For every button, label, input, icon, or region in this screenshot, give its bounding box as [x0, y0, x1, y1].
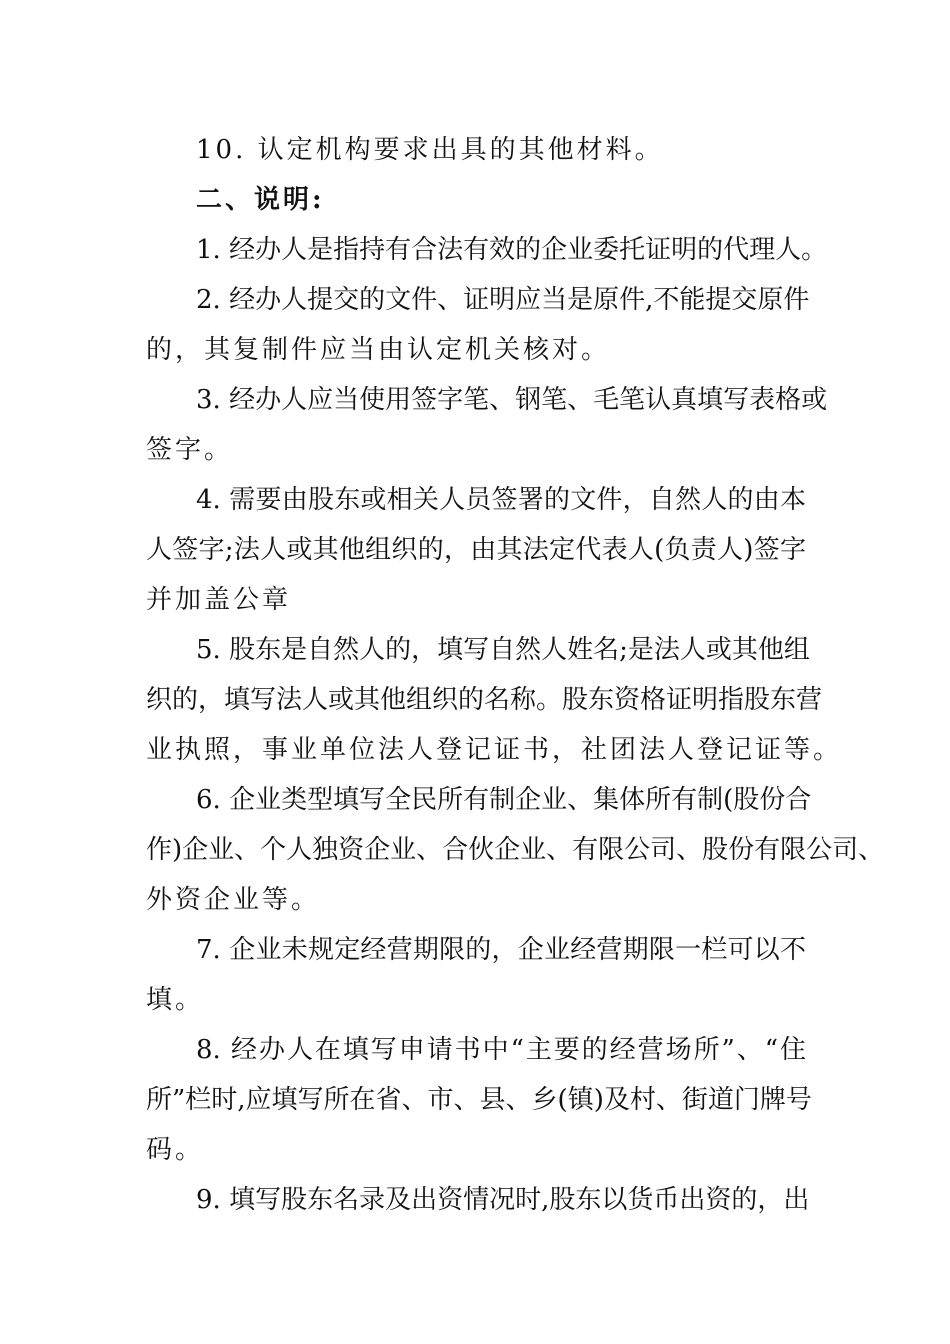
- note-6-line-1: 6. 企业类型填写全民所有制企业、集体所有制(股份合: [196, 785, 812, 815]
- note-9-line-1: 9. 填写股东名录及出资情况时,股东以货币出资的，出: [196, 1185, 810, 1215]
- item-10: 10. 认定机构要求出具的其他材料。: [196, 135, 664, 165]
- note-4-line-3: 并加盖公章: [146, 585, 292, 615]
- note-2-line-1: 2. 经办人提交的文件、证明应当是原件,不能提交原件: [196, 285, 810, 315]
- note-3-line-2: 签字。: [146, 435, 234, 465]
- note-7-line-2: 填。: [146, 985, 205, 1015]
- note-2-line-2: 的，其复制件应当由认定机关核对。: [146, 335, 611, 365]
- section-heading-notes: 二、说明:: [196, 185, 325, 215]
- note-8-line-1: 8. 经办人在填写申请书中“主要的经营场所”、“住: [196, 1035, 806, 1065]
- note-6-line-2: 作)企业、个人独资企业、合伙企业、有限公司、股份有限公司、: [146, 835, 885, 865]
- note-4-line-2: 人签字;法人或其他组织的，由其法定代表人(负责人)签字: [146, 535, 806, 565]
- note-7-line-1: 7. 企业未规定经营期限的，企业经营期限一栏可以不: [196, 935, 806, 965]
- note-8-line-2: 所”栏时,应填写所在省、市、县、乡(镇)及村、街道门牌号: [146, 1085, 812, 1115]
- note-4-line-1: 4. 需要由股东或相关人员签署的文件，自然人的由本: [196, 485, 806, 515]
- note-5-line-2: 织的，填写法人或其他组织的名称。股东资格证明指股东营: [146, 685, 823, 715]
- note-6-line-3: 外资企业等。: [146, 885, 321, 915]
- note-3-line-1: 3. 经办人应当使用签字笔、钢笔、毛笔认真填写表格或: [196, 385, 828, 415]
- note-8-line-3: 码。: [146, 1135, 205, 1165]
- note-1: 1. 经办人是指持有合法有效的企业委托证明的代理人。: [196, 235, 828, 265]
- note-5-line-3: 业执照，事业单位法人登记证书，社团法人登记证等。: [146, 735, 843, 765]
- note-5-line-1: 5. 股东是自然人的，填写自然人姓名;是法人或其他组: [196, 635, 810, 665]
